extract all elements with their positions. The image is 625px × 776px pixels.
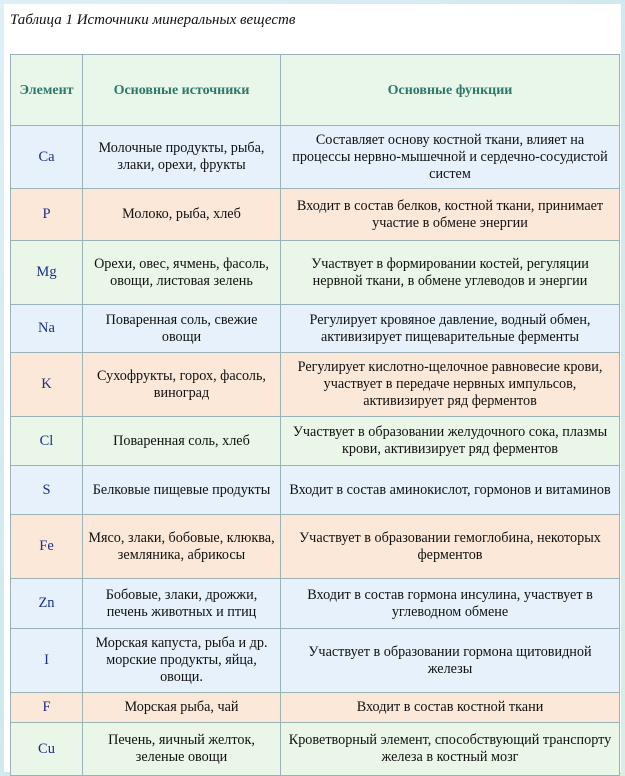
functions-cell: Участвует в формировании костей, регуляции нервной ткани, в обмене углеводов и энергии [281,241,620,305]
element-cell: K [11,353,83,417]
element-cell: F [11,693,83,723]
sources-cell: Поваренная соль, хлеб [83,417,281,466]
document-page [4,4,621,772]
header-row [11,55,620,126]
functions-cell: Регулирует кровяное давление, водный обмен, активизирует пищеварительные ферменты [281,305,620,353]
minerals-table [10,54,620,776]
element-cell: S [11,466,83,515]
table-row [11,629,620,693]
sources-cell: Морская капуста, рыба и др. морские продукты, яйца, овощи. [83,629,281,693]
functions-cell: Кроветворный элемент, способствующий транспорту железа в костный мозг [281,723,620,776]
sources-cell: Молоко, рыба, хлеб [83,189,281,241]
table-caption: Таблица 1 Источники минеральных веществ [10,12,296,28]
table-row [11,241,620,305]
sources-cell: Печень, яичный желток, зеленые овощи [83,723,281,776]
table-row [11,693,620,723]
sources-cell: Морская рыба, чай [83,693,281,723]
table-row [11,466,620,515]
header-functions: Основные функции [281,55,620,126]
table-row [11,515,620,579]
element-cell: Zn [11,579,83,629]
header-sources: Основные источники [83,55,281,126]
table-row [11,723,620,776]
functions-cell: Регулирует кислотно-щелочное равновесие крови, участвует в передаче нервных импульсов, активизирует ряд ферментов [281,353,620,417]
table-row [11,189,620,241]
sources-cell: Молочные продукты, рыба, злаки, орехи, фрукты [83,126,281,189]
functions-cell: Составляет основу костной ткани, влияет на процессы нервно-мышечной и сердечно-сосудистой систем [281,126,620,189]
header-element: Элемент [11,55,83,126]
functions-cell: Входит в состав костной ткани [281,693,620,723]
sources-cell: Бобовые, злаки, дрожжи, печень животных и птиц [83,579,281,629]
table-row [11,126,620,189]
element-cell: Na [11,305,83,353]
element-cell: P [11,189,83,241]
sources-cell: Мясо, злаки, бобовые, клюква, земляника, абрикосы [83,515,281,579]
element-cell: I [11,629,83,693]
functions-cell: Участвует в образовании гормона щитовидной железы [281,629,620,693]
functions-cell: Участвует в образовании гемоглобина, некоторых ферментов [281,515,620,579]
element-cell: Fe [11,515,83,579]
sources-cell: Орехи, овес, ячмень, фасоль, овощи, листовая зелень [83,241,281,305]
functions-cell: Входит в состав гормона инсулина, участвует в углеводном обмене [281,579,620,629]
table-row [11,305,620,353]
sources-cell: Белковые пищевые продукты [83,466,281,515]
sources-cell: Поваренная соль, свежие овощи [83,305,281,353]
element-cell: Cu [11,723,83,776]
table-row [11,353,620,417]
functions-cell: Участвует в образовании желудочного сока, плазмы крови, активизирует ряд ферментов [281,417,620,466]
element-cell: Mg [11,241,83,305]
table-row [11,417,620,466]
sources-cell: Сухофрукты, горох, фасоль, виноград [83,353,281,417]
functions-cell: Входит в состав белков, костной ткани, принимает участие в обмене энергии [281,189,620,241]
element-cell: Ca [11,126,83,189]
functions-cell: Входит в состав аминокислот, гормонов и витаминов [281,466,620,515]
table-row [11,579,620,629]
element-cell: Cl [11,417,83,466]
